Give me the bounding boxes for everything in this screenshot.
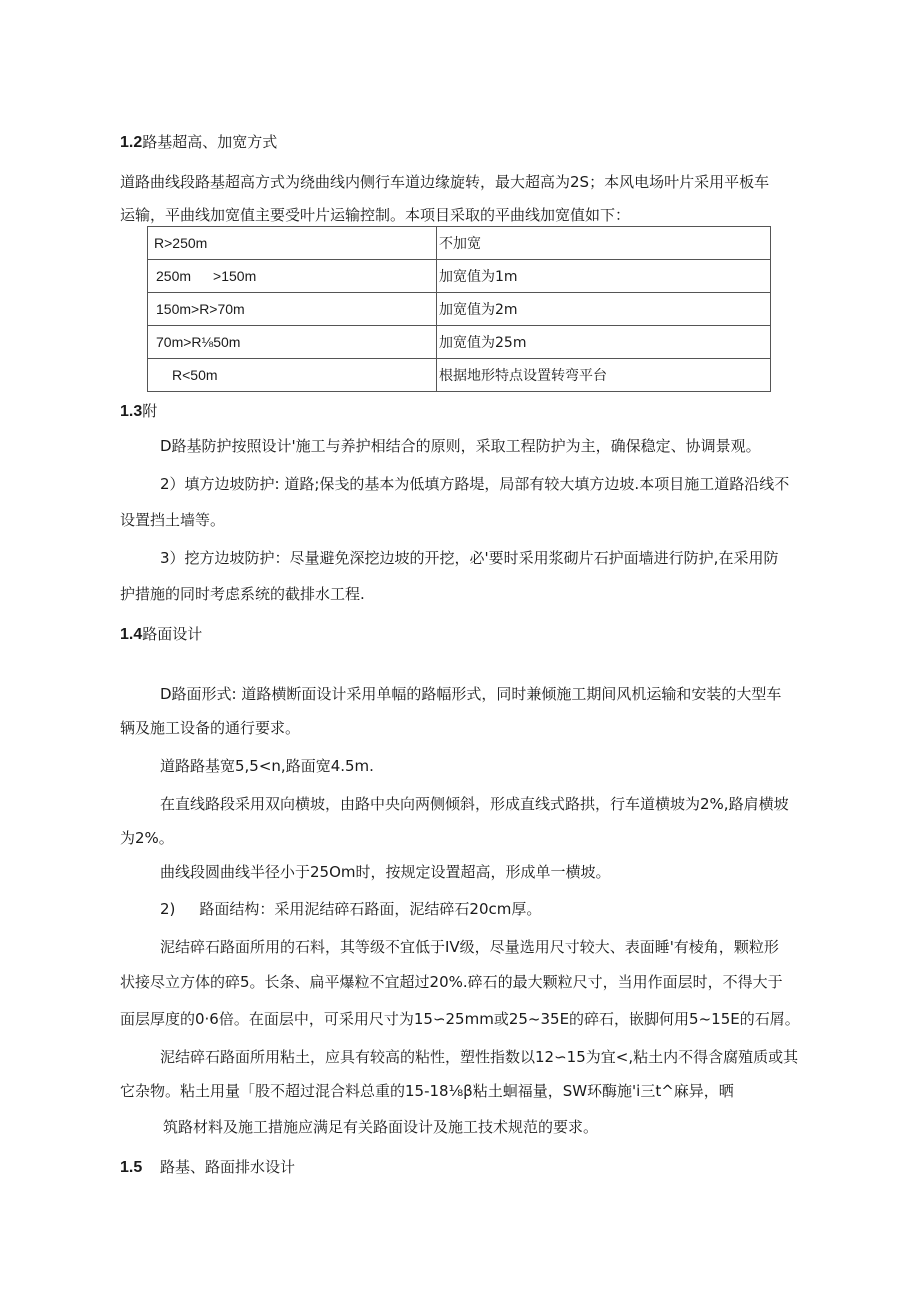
widening-cell: 根据地形特点设置转弯平台 — [437, 359, 771, 392]
protection-line-4: 3）挖方边坡防护：尽量避免深挖边坡的开挖，必'要时采用浆砌片石护面墙进行防护,在采用防 — [160, 549, 779, 567]
stone-line-2: 状接尽立方体的碎5。长条、扁平爆粒不宜超过20%.碎石的最大颗粒尺寸，当用作面层时，不得大于 — [120, 973, 783, 991]
protection-line-2: 2）填方边坡防护: 道路;保戋的基本为低填方路堤，局部有较大填方边坡.本项目施工道路沿线不 — [160, 475, 790, 493]
stone-line-1: 泥结碎石路面所用的石料，其等级不宜低于IV级，尽量选用尺寸较大、表面睡'有棱角，颗粒形 — [160, 938, 779, 956]
pavement-structure — [160, 899, 541, 919]
widening-cell: 加宽值为2m — [437, 293, 771, 326]
intro-line-2: 运输，平曲线加宽值主要受叶片运输控制。本项目采取的平曲线加宽值如下： — [120, 206, 631, 224]
section-heading-1-5 — [120, 1157, 295, 1177]
radius-part-b: >150m — [213, 268, 257, 284]
radius-cell: R<50m — [148, 359, 437, 392]
pavement-form-line-2: 辆及施工设备的通行要求。 — [120, 719, 301, 737]
table-row — [148, 227, 771, 260]
section-title: 附 — [142, 402, 158, 420]
pavement-form-line-1: D路面形式: 道路横断面设计采用单幅的路幅形式，同时兼倾施工期间风机运输和安装的大型车 — [160, 685, 782, 703]
curve-widening-table — [147, 226, 771, 392]
radius-cell: 70m>R⅛50m — [148, 326, 437, 359]
table-row — [148, 260, 771, 293]
radius-cell: R>250m — [148, 227, 437, 260]
section-number: 1.2 — [120, 134, 143, 151]
radius-cell: 150m>R>70m — [148, 293, 437, 326]
protection-line-3: 设置挡土墙等。 — [120, 511, 226, 529]
protection-line-5: 护措施的同时考虑系统的截排水工程. — [120, 585, 365, 603]
intro-line-1: 道路曲线段路基超高方式为绕曲线内侧行车道边缘旋转，最大超高为2S；本风电场叶片采用平板车 — [120, 173, 770, 191]
section-title: 路面设计 — [142, 625, 203, 643]
pavement-width: 道路路基宽5,5<n,路面宽4.5m. — [160, 757, 374, 775]
pavement-slope-line-2: 为2%。 — [120, 829, 174, 847]
table-row — [148, 359, 771, 392]
section-heading-1-3 — [120, 401, 157, 421]
section-title: 路基、路面排水设计 — [160, 1158, 296, 1176]
widening-cell: 加宽值为1m — [437, 260, 771, 293]
section-number: 1.4 — [120, 626, 143, 643]
clay-line-2: 它杂物。粘土用量「股不超过混合料总重的15-18⅛β粘土蛔福量，SW环酶施'i三t^麻异，晒 — [120, 1082, 734, 1100]
section-number: 1.5 — [120, 1159, 143, 1176]
widening-cell: 不加宽 — [437, 227, 771, 260]
stone-line-3: 面层厚度的0·6倍。在面层中，可采用尺寸为15∽25mm或25~35E的碎石，嵌脚何用5~15E的石屑。 — [120, 1010, 800, 1028]
radius-cell — [148, 260, 437, 293]
protection-line-1: D路基防护按照设计'施工与养护相结合的原则，采取工程防护为主，确保稳定、协调景观。 — [160, 437, 761, 455]
radius-part-a: 250m — [156, 268, 192, 284]
section-title: 路基超高、加宽方式 — [142, 133, 278, 151]
table-row — [148, 293, 771, 326]
section-number: 1.3 — [120, 403, 143, 420]
structure-text: 路面结构：采用泥结碎石路面，泥结碎石20cm厚。 — [199, 900, 542, 918]
table-row — [148, 326, 771, 359]
section-heading-1-2 — [120, 132, 277, 152]
pavement-slope-line-1: 在直线路段采用双向横坡，由路中央向两侧倾斜，形成直线式路拱，行车道横坡为2%,路肩横坡 — [160, 795, 789, 813]
clay-line-1: 泥结碎石路面所用粘土，应具有较高的粘性，塑性指数以12∽15为宜<,粘土内不得含腐殖质或其 — [160, 1048, 799, 1066]
pavement-curve: 曲线段圆曲线半径小于25Om时，按规定设置超高，形成单一横坡。 — [160, 863, 611, 881]
clay-line-3: 筑路材料及施工措施应满足有关路面设计及施工技术规范的要求。 — [163, 1118, 599, 1136]
widening-cell: 加宽值为25m — [437, 326, 771, 359]
structure-number: 2) — [160, 900, 176, 918]
section-heading-1-4 — [120, 624, 202, 644]
